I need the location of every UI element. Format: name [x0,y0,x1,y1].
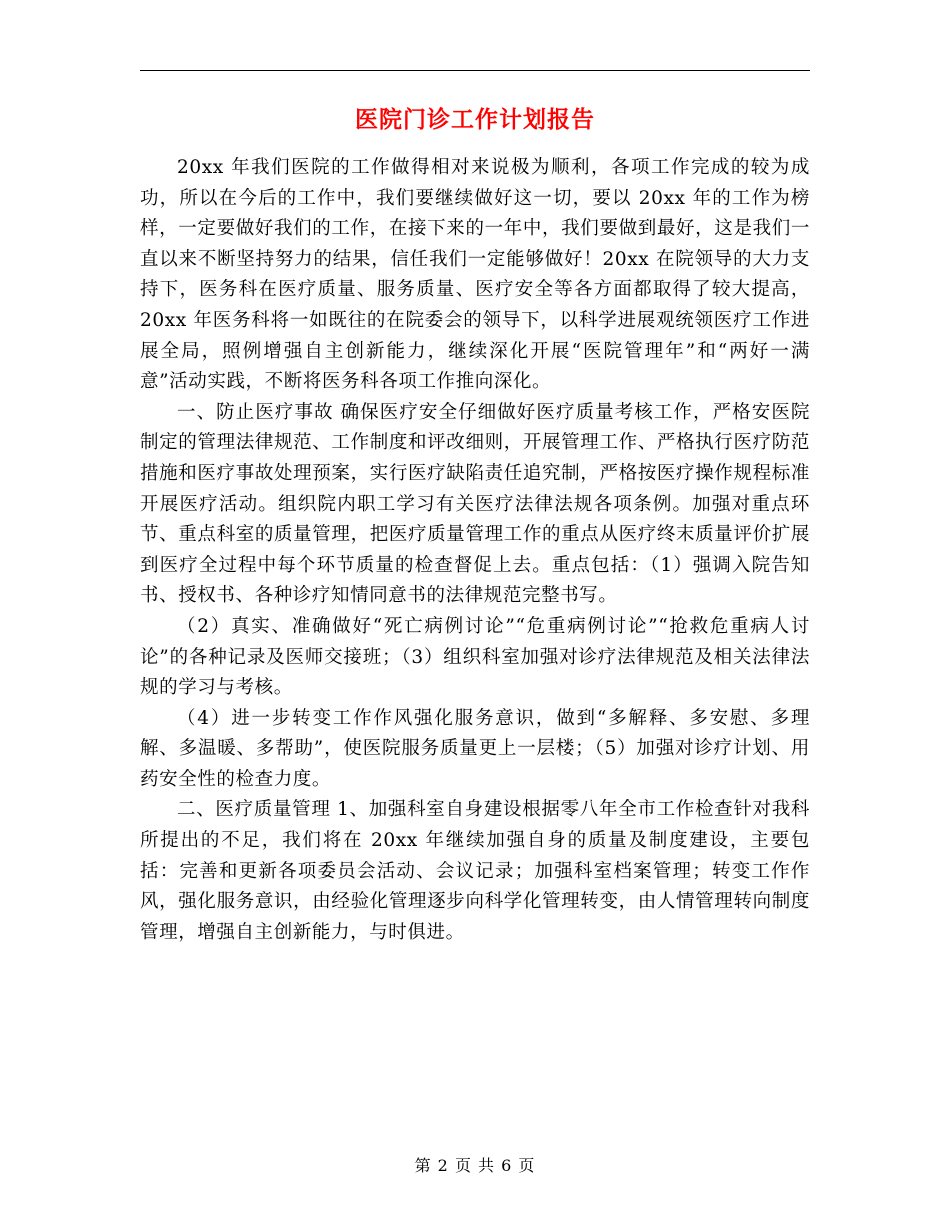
paragraph-item-4-5: （4）进一步转变工作作风强化服务意识，做到“多解释、多安慰、多理解、多温暖、多帮助”，使医院服务质量更上一层楼；（5）加强对诊疗计划、用药安全性的检查力度。 [140,707,810,790]
paragraph-section-1: 一、防止医疗事故 确保医疗安全仔细做好医疗质量考核工作，严格安医院制定的管理法律规范、工作制度和评改细则，开展管理工作、严格执行医疗防范措施和医疗事故处理预案，实行医疗缺陷责任追究制，严格按医疗操作规程标准开展医疗活动。组织院内职工学习有关医疗法律法规各项条例。加强对重点环节、重点科室的质量管理，把医疗质量管理工作的重点从医疗终末质量评价扩展到医疗全过程中每个环节质量的检查督促上去。重点包括：（1）强调入院告知书、授权书、各种诊疗知情同意书的法律规范完整书写。 [140,401,810,607]
paragraph-intro: 20xx 年我们医院的工作做得相对来说极为顺利，各项工作完成的较为成功，所以在今后的工作中，我们要继续做好这一切，要以 20xx 年的工作为榜样，一定要做好我们的工作，在接下来的一年中，我们要做到最好，这是我们一直以来不断坚持努力的结果，信任我们一定能够做好！20xx 在院领导的大力支持下，医务科在医疗质量、服务质量、医疗安全等各方面都取得了较大提高，20xx 年医务科将一如既往的在院委会的领导下，以科学进展观统领医疗工作进展全局，照例增强自主创新能力，继续深化开展“医院管理年”和“两好一满意”活动实践，不断将医务科各项工作推向深化。 [140,157,810,393]
document-body [140,153,810,948]
page-number: 第 2 页 共 6 页 [414,1156,536,1175]
paragraph-section-2: 二、医疗质量管理 1、加强科室自身建设根据零八年全市工作检查针对我科所提出的不足，我们将在 20xx 年继续加强自身的质量及制度建设，主要包括：完善和更新各项委员会活动、会议记录；加强科室档案管理；转变工作作风，强化服务意识，由经验化管理逐步向科学化管理转变，由人情管理转向制度管理，增强自主创新能力，与时俱进。 [140,799,810,943]
header-rule [140,70,810,71]
paragraph-item-2-3: （2）真实、准确做好“死亡病例讨论”“危重病例讨论”“抢救危重病人讨论”的各种记录及医师交接班；（3）组织科室加强对诊疗法律规范及相关法律法规的学习与考核。 [140,615,810,699]
page-footer [0,1153,950,1176]
document-title: 医院门诊工作计划报告 [355,106,595,133]
